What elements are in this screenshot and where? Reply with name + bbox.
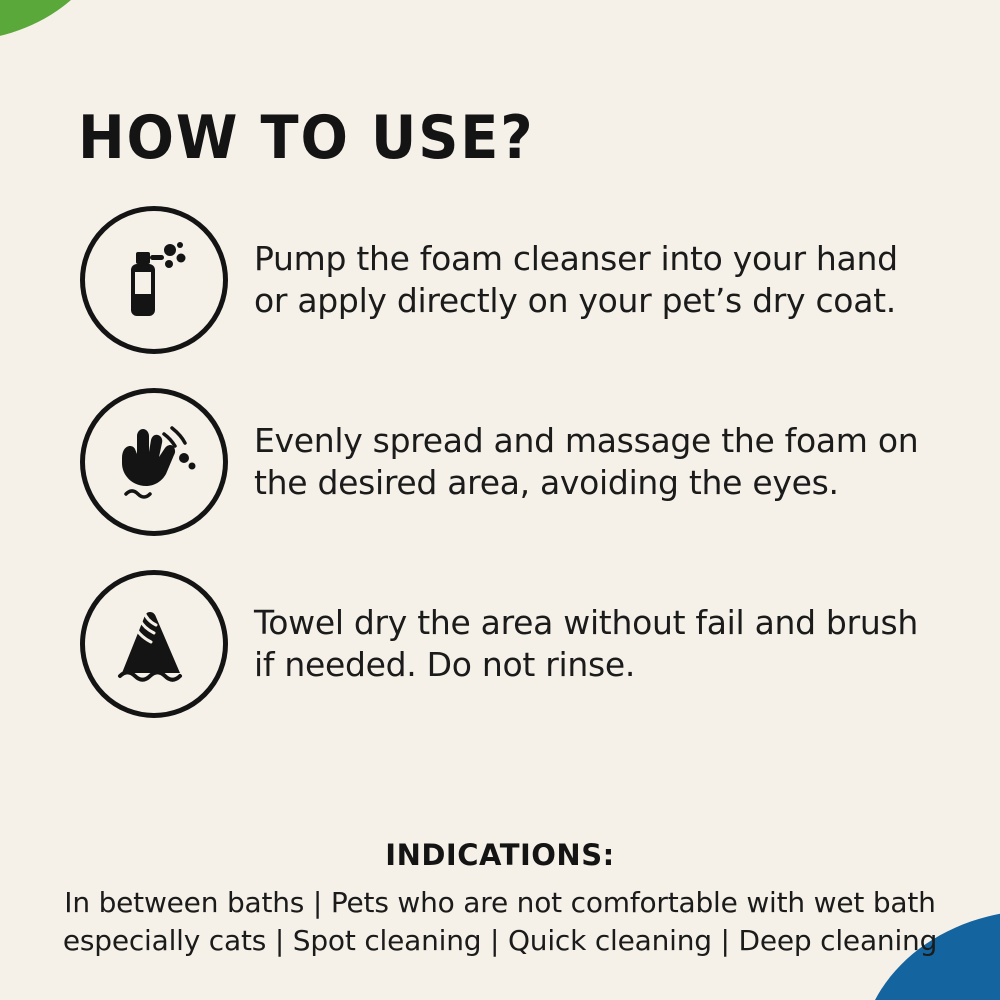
step-text-line1: Evenly spread and massage the foam on [254, 420, 919, 460]
list-item [80, 387, 950, 537]
towel-drying-icon [80, 570, 228, 718]
step-text [254, 238, 898, 322]
page-title: HOW TO USE? [78, 103, 535, 173]
steps-list [80, 205, 950, 751]
indications-line2: especially cats | Spot cleaning | Quick cleaning | Deep cleaning [62, 924, 938, 958]
indications-section [0, 838, 1000, 960]
green-corner-decoration [0, 0, 132, 60]
step-text-line1: Towel dry the area without fail and brush [254, 602, 918, 642]
step-text-line2: or apply directly on your pet’s dry coat. [254, 281, 896, 320]
foam-pump-bottle-icon [80, 206, 228, 354]
step-text-line1: Pump the foam cleanser into your hand [254, 238, 898, 278]
list-item [80, 205, 950, 355]
indications-title: INDICATIONS: [385, 838, 615, 873]
hand-massaging-foam-icon [80, 388, 228, 536]
indications-line1: In between baths | Pets who are not comfortable with wet bath [64, 886, 936, 920]
step-text [254, 602, 918, 686]
step-text-line2: if needed. Do not rinse. [254, 645, 636, 684]
step-text [254, 420, 918, 504]
step-text-line2: the desired area, avoiding the eyes. [254, 463, 839, 502]
list-item [80, 569, 950, 719]
